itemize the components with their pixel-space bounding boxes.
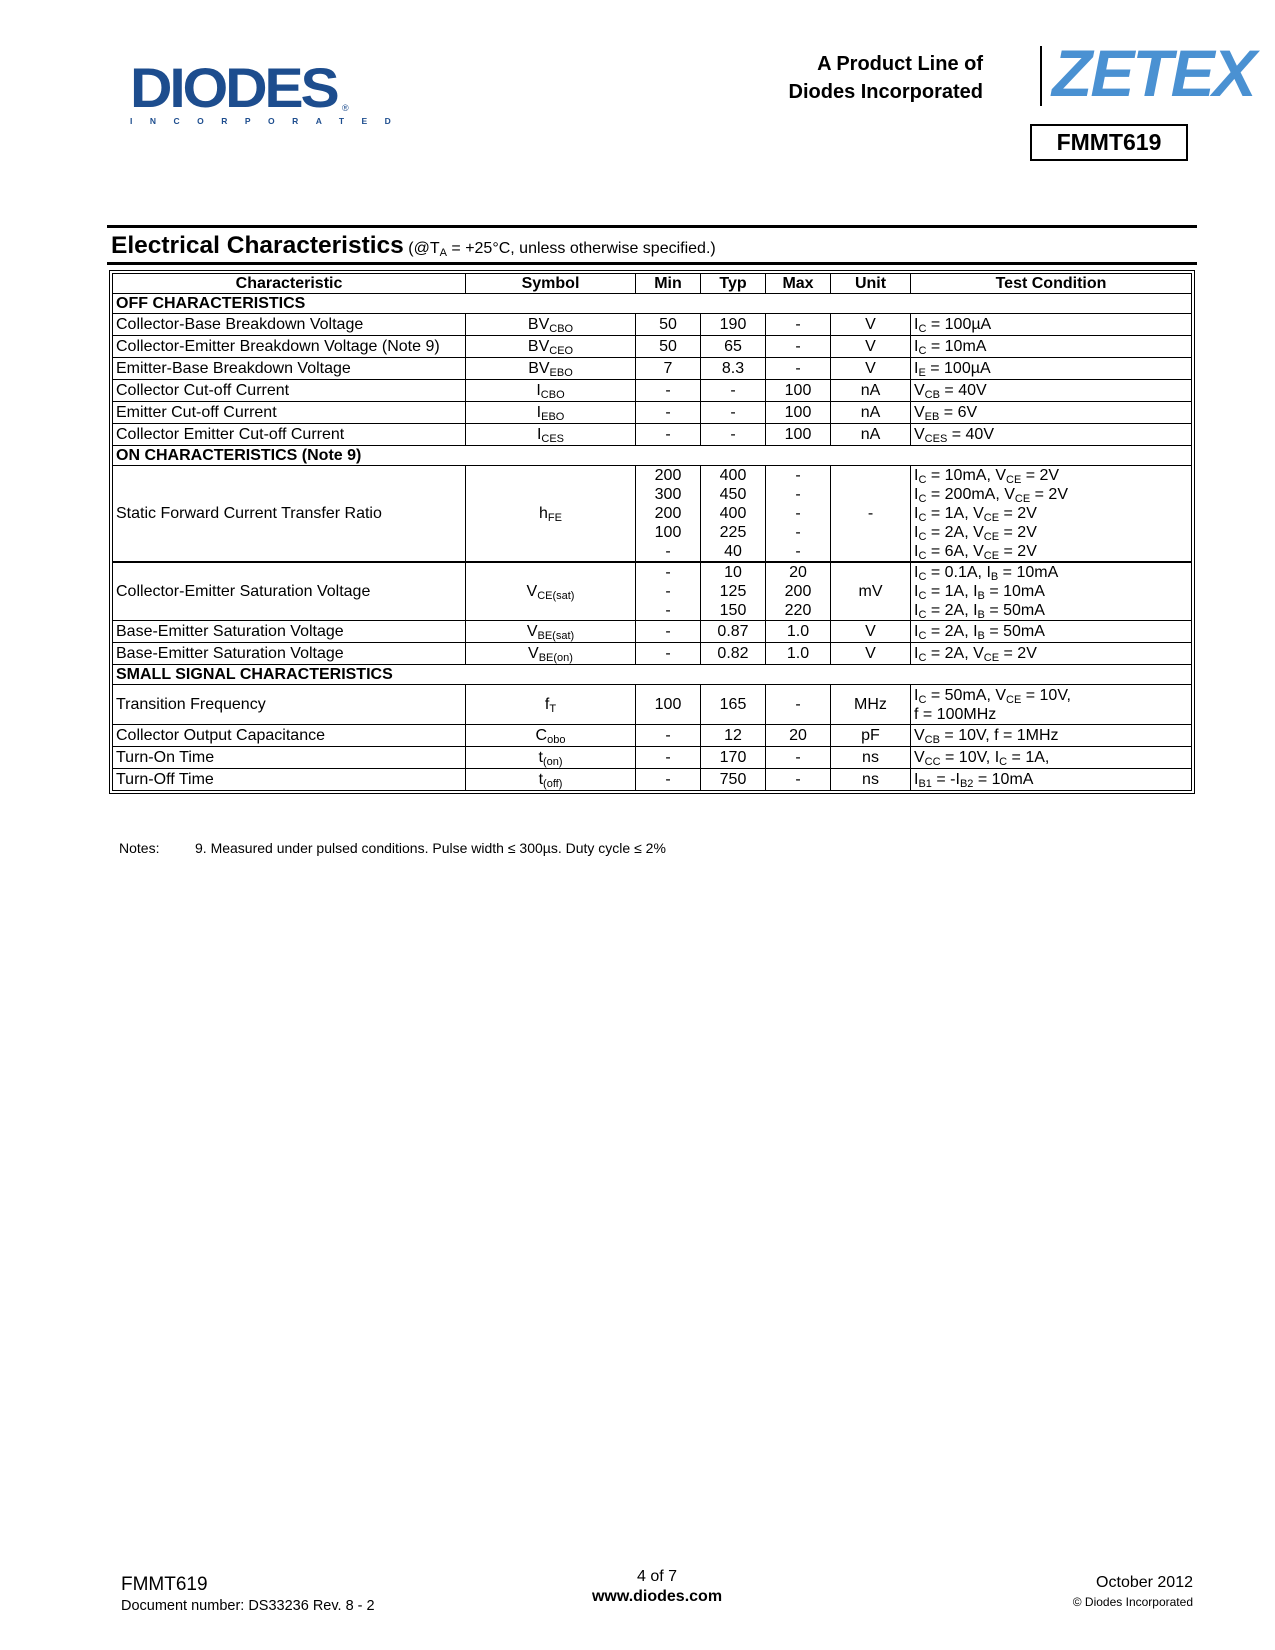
table-row (113, 621, 1192, 643)
test-condition-line: $I_C = 2A$, $I_B = 50mA$ (914, 623, 1045, 642)
section-row-on (113, 446, 1192, 466)
min-cell-line: - (665, 602, 671, 619)
max-cell: - (766, 358, 831, 380)
table-row (113, 358, 1192, 380)
symbol-cell: $I_{CBO}$ (466, 380, 636, 402)
test-condition-line: $I_C = 10mA$ (914, 338, 987, 357)
test-condition-line: $I_C = 1A$, $V_{CE} = 2V$ (914, 505, 1037, 524)
product-line-1: A Product Line of (817, 53, 983, 75)
max-cell: - (766, 769, 831, 791)
symbol-cell: $V_{BE(on)}$ (466, 643, 636, 665)
table-row (113, 314, 1192, 336)
section-condition: ($@T_A = +25^\circ C$, unless otherwise specified.) (408, 240, 716, 259)
test-condition-cell (911, 336, 1192, 358)
footer-center (537, 1568, 777, 1606)
max-cell: 100 (766, 380, 831, 402)
col-header-characteristic: Characteristic (113, 274, 466, 294)
max-cell-line: - (795, 467, 801, 484)
unit-cell: nA (831, 380, 911, 402)
typ-cell-line: 400 (719, 467, 747, 484)
test-condition-cell (911, 380, 1192, 402)
product-line-text (789, 50, 983, 106)
min-cell-line: 100 (654, 524, 682, 541)
footer-part-number: FMMT619 (121, 1574, 208, 1595)
max-cell-line: - (795, 505, 801, 522)
test-condition-cell (911, 621, 1192, 643)
col-header-typ: Typ (701, 274, 766, 294)
notes (119, 840, 666, 856)
typ-cell: - (701, 380, 766, 402)
unit-cell: ns (831, 769, 911, 791)
typ-cell: 0.87 (701, 621, 766, 643)
max-cell: 20 (766, 725, 831, 747)
symbol-cell: $f_T$ (466, 685, 636, 725)
characteristic-cell: Static Forward Current Transfer Ratio (113, 466, 466, 563)
typ-cell-line: 150 (719, 602, 747, 619)
max-cell: 1.0 (766, 643, 831, 665)
table-row (113, 725, 1192, 747)
table-row (113, 402, 1192, 424)
unit-cell: nA (831, 402, 911, 424)
max-cell: 1.0 (766, 621, 831, 643)
min-cell: - (636, 725, 701, 747)
test-condition-line: $V_{CB} = 10V$, f = 1MHz (914, 727, 1059, 746)
characteristic-cell: Collector Output Capacitance (113, 725, 466, 747)
test-condition-cell (911, 643, 1192, 665)
test-condition-cell (911, 562, 1192, 621)
max-cell-line: - (795, 486, 801, 503)
note-9: 9. Measured under pulsed conditions. Pulse width ≤ 300µs. Duty cycle ≤ 2% (195, 840, 666, 856)
min-cell: - (636, 402, 701, 424)
typ-cell-line: 400 (719, 505, 747, 522)
test-condition-line: $I_C = 200mA$, $V_{CE} = 2V$ (914, 486, 1068, 505)
max-cell-line: - (795, 543, 801, 560)
symbol-cell: $BV_{EBO}$ (466, 358, 636, 380)
characteristic-cell: Base-Emitter Saturation Voltage (113, 643, 466, 665)
section-title (111, 232, 716, 260)
typ-cell: 65 (701, 336, 766, 358)
unit-cell: V (831, 336, 911, 358)
characteristic-cell: Emitter Cut-off Current (113, 402, 466, 424)
symbol-cell: $t_{(off)}$ (466, 769, 636, 791)
unit-cell: nA (831, 424, 911, 446)
max-cell-line: 220 (784, 602, 812, 619)
min-cell: - (636, 424, 701, 446)
notes-label: Notes: (119, 840, 160, 856)
test-condition-cell (911, 424, 1192, 446)
footer-copyright: © Diodes Incorporated (1072, 1595, 1193, 1609)
max-cell-line: - (795, 524, 801, 541)
typ-cell (701, 466, 766, 563)
max-cell: - (766, 685, 831, 725)
max-cell: - (766, 336, 831, 358)
characteristic-cell: Collector-Emitter Breakdown Voltage (Note 9) (113, 336, 466, 358)
min-cell: - (636, 643, 701, 665)
test-condition-line: $I_C = 100\mu A$ (914, 316, 992, 335)
characteristic-cell: Collector-Emitter Saturation Voltage (113, 562, 466, 621)
max-cell-line: 200 (784, 583, 812, 600)
max-cell: 100 (766, 424, 831, 446)
table-row (113, 562, 1192, 621)
typ-cell: - (701, 402, 766, 424)
test-condition-cell (911, 769, 1192, 791)
zetex-logo: ZETEX (1052, 36, 1255, 110)
typ-cell-line: 40 (724, 543, 742, 560)
diodes-logo (130, 56, 409, 126)
typ-cell: 8.3 (701, 358, 766, 380)
symbol-cell: $V_{BE(sat)}$ (466, 621, 636, 643)
unit-cell: MHz (831, 685, 911, 725)
diodes-logo-subtitle: INCORPORATED (130, 116, 409, 126)
footer-document-number: Document number: DS33236 Rev. 8 - 2 (121, 1598, 375, 1614)
characteristic-cell: Transition Frequency (113, 685, 466, 725)
footer-website-link[interactable]: www.diodes.com (591, 1588, 723, 1605)
test-condition-cell (911, 358, 1192, 380)
test-condition-cell (911, 466, 1192, 563)
typ-cell-line: 450 (719, 486, 747, 503)
typ-cell: - (701, 424, 766, 446)
unit-cell: - (831, 466, 911, 563)
table-row (113, 643, 1192, 665)
part-number-box: FMMT619 (1030, 124, 1188, 161)
min-cell-line: - (665, 564, 671, 581)
typ-cell: 0.82 (701, 643, 766, 665)
characteristic-cell: Emitter-Base Breakdown Voltage (113, 358, 466, 380)
min-cell (636, 562, 701, 621)
min-cell-line: 200 (654, 467, 682, 484)
min-cell-line: 200 (654, 505, 682, 522)
typ-cell-line: 10 (724, 564, 742, 581)
col-header-test-condition: Test Condition (911, 274, 1192, 294)
test-condition-cell (911, 314, 1192, 336)
typ-cell-line: 125 (719, 583, 747, 600)
min-cell: 7 (636, 358, 701, 380)
table-row (113, 424, 1192, 446)
test-condition-cell (911, 725, 1192, 747)
footer-date: October 2012 (1096, 1574, 1193, 1591)
min-cell: - (636, 380, 701, 402)
test-condition-line: $I_C = 2A$, $V_{CE} = 2V$ (914, 524, 1037, 543)
unit-cell: pF (831, 725, 911, 747)
typ-cell: 750 (701, 769, 766, 791)
test-condition-line: $V_{CES} = 40V$ (914, 426, 994, 445)
section-title-text: Electrical Characteristics (111, 232, 404, 259)
table-row (113, 747, 1192, 769)
col-header-symbol: Symbol (466, 274, 636, 294)
test-condition-line: $I_C = 50mA$, $V_{CE} = 10V$, (914, 686, 1071, 706)
section-row-small-signal (113, 665, 1192, 685)
test-condition-line: $I_C = 2A$, $I_B = 50mA$ (914, 602, 1045, 621)
section-rule-top (107, 225, 1197, 228)
section-label: OFF CHARACTERISTICS (113, 294, 1192, 314)
min-cell-line: 300 (654, 486, 682, 503)
test-condition-line: $I_C = 10mA$, $V_{CE} = 2V$ (914, 467, 1060, 486)
min-cell: 50 (636, 336, 701, 358)
symbol-cell: $I_{CES}$ (466, 424, 636, 446)
characteristic-cell: Collector-Base Breakdown Voltage (113, 314, 466, 336)
characteristic-cell: Turn-On Time (113, 747, 466, 769)
col-header-max: Max (766, 274, 831, 294)
section-label: ON CHARACTERISTICS (Note 9) (113, 446, 1192, 466)
symbol-cell: $V_{CE(sat)}$ (466, 562, 636, 621)
unit-cell: V (831, 314, 911, 336)
test-condition-line: $I_C = 0.1A$, $I_B = 10mA$ (914, 564, 1059, 583)
footer-right (1073, 1574, 1193, 1609)
table-row (113, 380, 1192, 402)
max-cell-line: 20 (789, 564, 807, 581)
min-cell: 50 (636, 314, 701, 336)
table-row (113, 769, 1192, 791)
symbol-cell: $BV_{CEO}$ (466, 336, 636, 358)
test-condition-line: $I_C = 1A$, $I_B = 10mA$ (914, 583, 1045, 602)
test-condition-line: f = 100MHz (914, 705, 997, 723)
unit-cell: ns (831, 747, 911, 769)
typ-cell: 165 (701, 685, 766, 725)
footer-page-number: 4 of 7 (636, 1568, 678, 1585)
min-cell-line: - (665, 583, 671, 600)
characteristic-cell: Collector Cut-off Current (113, 380, 466, 402)
test-condition-line: $I_C = 6A$, $V_{CE} = 2V$ (914, 543, 1037, 562)
col-header-unit: Unit (831, 274, 911, 294)
symbol-cell: $t_{(on)}$ (466, 747, 636, 769)
characteristic-cell: Turn-Off Time (113, 769, 466, 791)
test-condition-line: $V_{EB} = 6V$ (914, 404, 978, 423)
symbol-cell: $C_{obo}$ (466, 725, 636, 747)
col-header-min: Min (636, 274, 701, 294)
test-condition-line: $I_{B1} = -I_{B2} = 10mA$ (914, 771, 1034, 790)
min-cell-line: - (665, 543, 671, 560)
min-cell: - (636, 621, 701, 643)
section-row-off (113, 294, 1192, 314)
max-cell (766, 466, 831, 563)
test-condition-line: $I_C = 2A$, $V_{CE} = 2V$ (914, 645, 1037, 664)
typ-cell: 170 (701, 747, 766, 769)
section-rule-bottom (107, 262, 1197, 265)
typ-cell (701, 562, 766, 621)
typ-cell: 190 (701, 314, 766, 336)
registered-mark-icon: ® (342, 103, 349, 113)
min-cell: 100 (636, 685, 701, 725)
min-cell: - (636, 747, 701, 769)
unit-cell: mV (831, 562, 911, 621)
max-cell (766, 562, 831, 621)
test-condition-cell (911, 685, 1192, 725)
test-condition-cell (911, 747, 1192, 769)
unit-cell: V (831, 358, 911, 380)
table-row (113, 466, 1192, 563)
symbol-cell: $I_{EBO}$ (466, 402, 636, 424)
test-condition-line: $V_{CC} = 10V$, $I_C = 1A$, (914, 749, 1050, 768)
max-cell: - (766, 747, 831, 769)
max-cell: - (766, 314, 831, 336)
section-label: SMALL SIGNAL CHARACTERISTICS (113, 665, 1192, 685)
table-row (113, 685, 1192, 725)
typ-cell-line: 225 (719, 524, 747, 541)
characteristic-cell: Base-Emitter Saturation Voltage (113, 621, 466, 643)
table-header-row (113, 274, 1192, 294)
electrical-characteristics-table (109, 270, 1195, 794)
product-line-2: Diodes Incorporated (788, 81, 983, 103)
test-condition-cell (911, 402, 1192, 424)
header-divider (1040, 46, 1042, 106)
symbol-cell: $h_{FE}$ (466, 466, 636, 563)
characteristic-cell: Collector Emitter Cut-off Current (113, 424, 466, 446)
table-row (113, 336, 1192, 358)
min-cell: - (636, 769, 701, 791)
unit-cell: V (831, 643, 911, 665)
symbol-cell: $BV_{CBO}$ (466, 314, 636, 336)
min-cell (636, 466, 701, 563)
unit-cell: V (831, 621, 911, 643)
test-condition-line: $V_{CB} = 40V$ (914, 382, 987, 401)
typ-cell: 12 (701, 725, 766, 747)
diodes-logo-wordmark: DIODES (130, 56, 337, 119)
test-condition-line: $I_E = 100\mu A$ (914, 360, 991, 379)
max-cell: 100 (766, 402, 831, 424)
footer-left (121, 1574, 375, 1614)
